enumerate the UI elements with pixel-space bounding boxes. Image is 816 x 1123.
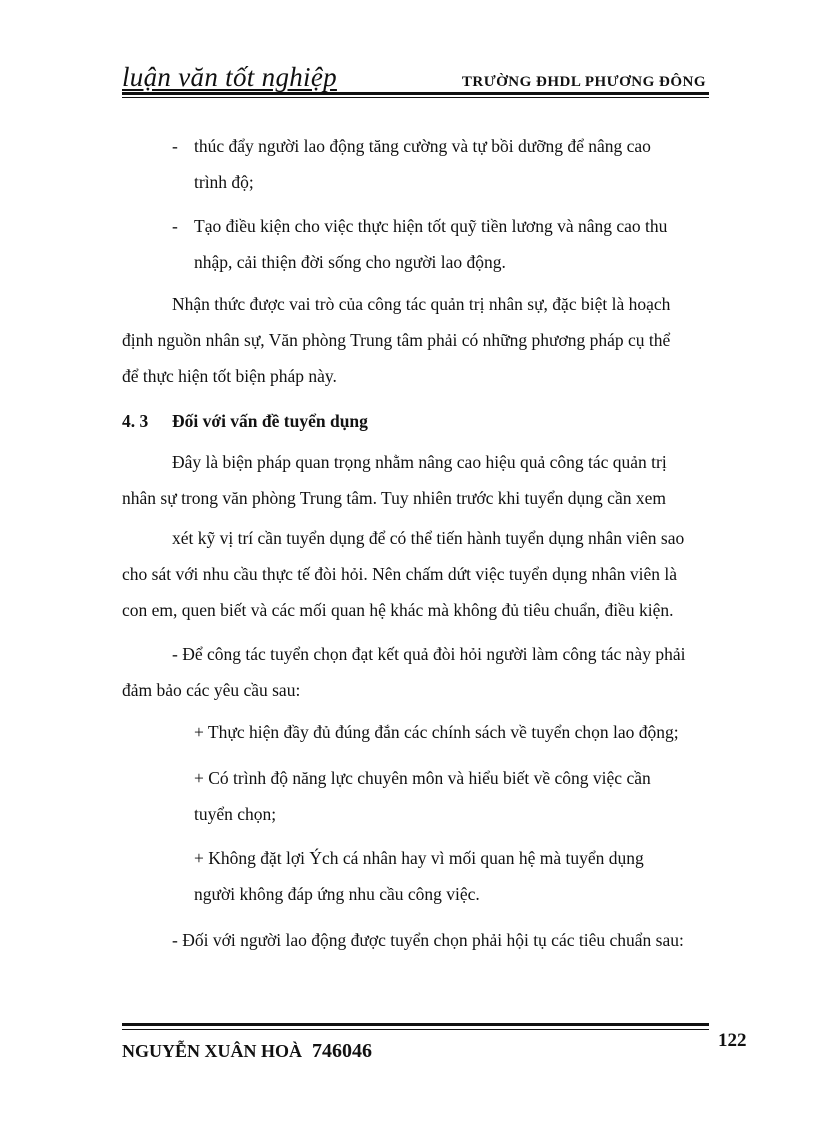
header-title: luận văn tốt nghiệp	[122, 62, 337, 92]
para-5-line-1: - Đối với người lao động được tuyển chọn phải hội tụ các tiêu chuẩn sau:	[172, 930, 684, 950]
bullet-1-line-2: trình độ;	[194, 172, 254, 192]
para-2-line-2: nhân sự trong văn phòng Trung tâm. Tuy nhiên trước khi tuyển dụng cần xem	[122, 488, 666, 508]
bullet-marker: -	[172, 216, 178, 236]
requirement-3-line-1: + Không đặt lợi Ých cá nhân hay vì mối quan hệ mà tuyển dụng	[194, 848, 644, 868]
para-2-line-1: Đây là biện pháp quan trọng nhằm nâng cao hiệu quả công tác quản trị	[172, 452, 667, 472]
requirement-1-line-1: + Thực hiện đầy đủ đúng đắn các chính sách về tuyển chọn lao động;	[194, 722, 679, 742]
section-title: Đối với vấn đề tuyển dụng	[172, 411, 368, 431]
para-3-line-1: xét kỹ vị trí cần tuyển dụng để có thể tiến hành tuyển dụng nhân viên sao	[172, 528, 685, 548]
header-rule-thick	[122, 92, 709, 95]
bullet-marker: -	[172, 136, 178, 156]
section-number: 4. 3	[122, 411, 149, 431]
footer-rule-thin	[122, 1029, 709, 1030]
header-rule-thin	[122, 97, 709, 98]
para-4-line-1: - Để công tác tuyển chọn đạt kết quả đòi hỏi người làm công tác này phải	[172, 644, 686, 664]
page-number: 122	[718, 1030, 747, 1051]
footer-code: 746046	[312, 1040, 372, 1062]
requirement-3-line-2: người không đáp ứng nhu cầu công việc.	[194, 884, 480, 904]
footer-author: NGUYỄN XUÂN HOÀ	[122, 1041, 302, 1061]
para-1-line-1: Nhận thức được vai trò của công tác quản trị nhân sự, đặc biệt là hoạch	[172, 294, 671, 314]
para-3-line-3: con em, quen biết và các mối quan hệ khác mà không đủ tiêu chuẩn, điều kiện.	[122, 600, 674, 620]
bullet-1-line-1: thúc đẩy người lao động tăng cường và tự bồi dưỡng để nâng cao	[194, 136, 651, 156]
requirement-2-line-2: tuyển chọn;	[194, 804, 277, 824]
requirement-2-line-1: + Có trình độ năng lực chuyên môn và hiểu biết về công việc cần	[194, 768, 651, 788]
section-heading	[122, 403, 368, 439]
bullet-2-line-1: Tạo điều kiện cho việc thực hiện tốt quỹ tiền lương và nâng cao thu	[194, 216, 668, 236]
para-3-line-2: cho sát với nhu cầu thực tế đòi hỏi. Nên chấm dứt việc tuyển dụng nhân viên là	[122, 564, 678, 584]
para-4-line-2: đảm bảo các yêu cầu sau:	[122, 680, 301, 700]
bullet-2-line-2: nhập, cải thiện đời sống cho người lao động.	[194, 252, 506, 272]
footer-rule-thick	[122, 1023, 709, 1026]
header-school: TRƯỜNG ĐHDL PHƯƠNG ĐÔNG	[461, 74, 706, 90]
para-1-line-3: để thực hiện tốt biện pháp này.	[122, 366, 337, 386]
footer-author-block	[122, 1040, 372, 1063]
para-1-line-2: định nguồn nhân sự, Văn phòng Trung tâm phải có những phương pháp cụ thể	[122, 330, 671, 350]
